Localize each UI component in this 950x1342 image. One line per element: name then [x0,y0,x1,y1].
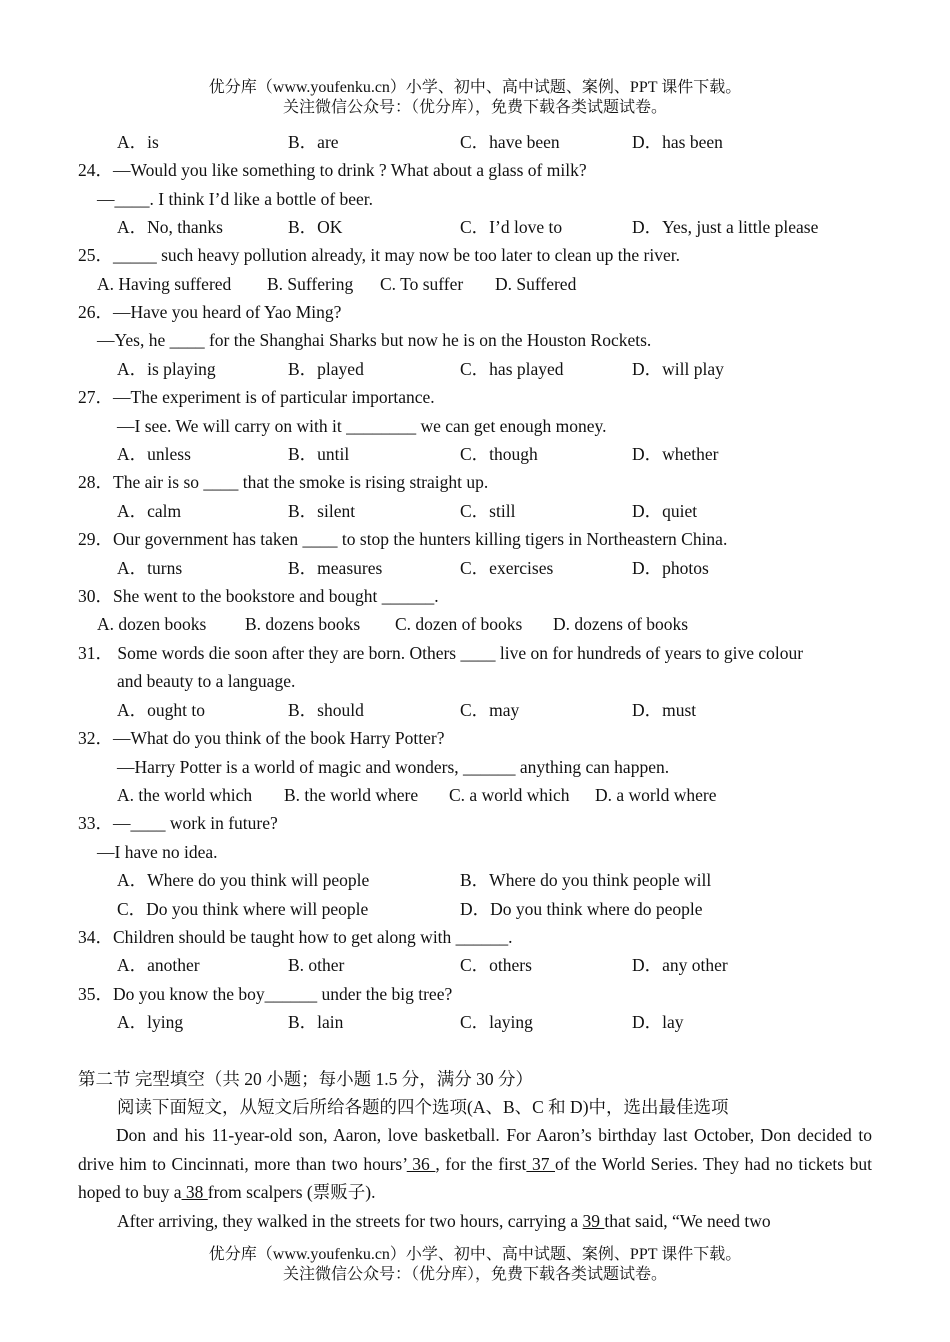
q32-option-a: A. the world which [117,785,253,805]
q31-option-a: A．ought to [117,700,205,720]
q32-stem: 32．—What do you think of the book Harry Potter? [78,728,445,748]
q34-option-a: A．another [117,955,200,975]
q27-option-d: D．whether [632,444,719,464]
q32-option-c: C. a world which [449,785,570,805]
q33-reply: —I have no idea. [97,842,218,862]
q28-option-a: A．calm [117,501,182,521]
q26-option-a: A．is playing [117,359,216,379]
q28-option-b: B．silent [288,501,356,521]
q32-reply: —Harry Potter is a world of magic and wonders, ______ anything can happen. [117,757,670,777]
q27-option-b: B．until [288,444,350,464]
q26-option-b: B．played [288,359,364,379]
cloze-text: from scalpers (票贩子). [207,1182,376,1202]
q30-option-b: B. dozens books [245,614,361,634]
q23-option-a: A．is [117,132,159,152]
q30-option-d: D. dozens of books [553,614,689,634]
q27-option-a: A．unless [117,444,191,464]
q33-option-d: D．Do you think where do people [460,899,703,919]
q33-option-a: A．Where do you think will people [117,870,370,890]
q31-option-b: B．should [288,700,364,720]
section2-instruction: 阅读下面短文，从短文后所给各题的四个选项(A、B、C 和 D)中，选出最佳选项 [117,1097,729,1117]
q26-stem: 26．—Have you heard of Yao Ming? [78,302,342,322]
q29-option-c: C．exercises [460,558,554,578]
q31-option-c: C．may [460,700,520,720]
q25-option-c: C. To suffer [380,274,464,294]
q28-stem: 28．The air is so ____ that the smoke is rising straight up. [78,472,489,492]
q24-option-a: A．No, thanks [117,217,223,237]
q35-stem: 35．Do you know the boy______ under the big tree? [78,984,453,1004]
header-line-1: 优分库（www.youfenku.cn）小学、初中、高中试题、案例、PPT 课件下载。 [208,79,742,96]
q24-option-b: B．OK [288,217,343,237]
q26-option-c: C．has played [460,359,564,379]
q30-option-a: A. dozen books [97,614,207,634]
q24-option-c: C．I’d love to [460,217,563,237]
q33-option-b: B．Where do you think people will [460,870,712,890]
cloze-paragraph-2 [117,1210,771,1232]
section2-title: 第二节 完型填空（共 20 小题；每小题 1.5 分，满分 30 分） [78,1069,533,1089]
q26-option-d: D．will play [632,359,724,379]
q27-option-c: C．though [460,444,538,464]
q27-reply: —I see. We will carry on with it ________ we can get enough money. [117,416,607,436]
q25-option-b: B. Suffering [267,274,354,294]
q31-stem: 31． Some words die soon after they are born. Others ____ live on for hundreds of years to give colour [78,643,804,663]
cloze-text: of the World Series. They had no tickets but hoped to buy a [78,1153,873,1202]
q27-stem: 27．—The experiment is of particular importance. [78,387,435,407]
q31-option-d: D．must [632,700,697,720]
q32-option-d: D. a world where [595,785,717,805]
q25-stem: 25．_____ such heavy pollution already, it may now be too later to clean up the river. [78,245,680,265]
q23-option-c: C．have been [460,132,560,152]
q30-stem: 30．She went to the bookstore and bought ______. [78,586,439,606]
page-header [0,78,950,118]
q24-option-d: D．Yes, just a little please [632,217,819,237]
q29-option-b: B．measures [288,558,383,578]
q34-stem: 34．Children should be taught how to get along with ______. [78,927,513,947]
q25-option-d: D. Suffered [495,274,577,294]
cloze-text: Don and his 11-year-old son, Aaron, love basketball. For Aaron’s birthday last October, Don decided to drive him to Cincinnati, more than two hours’ [78,1125,872,1174]
blank-38: 38 [181,1182,208,1202]
q25-option-a: A. Having suffered [97,274,232,294]
q34-option-c: C．others [460,955,532,975]
q29-option-a: A．turns [117,558,183,578]
q28-option-d: D．quiet [632,501,698,521]
q35-option-b: B．lain [288,1012,344,1032]
header-line-2: 关注微信公众号：（优分库），免费下载各类试题试卷。 [282,99,667,116]
q30-option-c: C. dozen of books [395,614,523,634]
q29-option-d: D．photos [632,558,709,578]
q23-option-d: D．has been [632,132,723,152]
cloze-text: that said, “We need two [604,1211,771,1231]
q23-option-b: B．are [288,132,339,152]
footer-line-1: 优分库（www.youfenku.cn）小学、初中、高中试题、案例、PPT 课件下载。 [208,1246,742,1263]
q28-option-c: C．still [460,501,516,521]
footer-line-2: 关注微信公众号：（优分库），免费下载各类试题试卷。 [282,1266,667,1283]
q29-stem: 29．Our government has taken ____ to stop the hunters killing tigers in Northeastern China. [78,529,728,549]
q35-option-c: C．laying [460,1012,533,1032]
q24-stem: 24．—Would you like something to drink ? What about a glass of milk? [78,160,587,180]
q33-option-c: C．Do you think where will people [117,899,369,919]
page-footer [0,1245,950,1285]
blank-39: 39 [582,1211,605,1231]
q32-option-b: B. the world where [284,785,419,805]
q35-option-a: A．lying [117,1012,184,1032]
cloze-text: , for the first [435,1153,527,1174]
blank-36: 36 [406,1153,436,1174]
q34-option-b: B. other [288,955,345,975]
blank-37: 37 [526,1153,556,1174]
cloze-text: After arriving, they walked in the streets for two hours, carrying a [117,1211,579,1231]
q34-option-d: D．any other [632,955,728,975]
q33-stem: 33．—____ work in future? [78,813,278,833]
cloze-paragraph-1 [78,1121,872,1207]
q31-stem-continued: and beauty to a language. [117,671,296,691]
q24-reply: —____. I think I’d like a bottle of beer. [97,189,374,209]
q26-reply: —Yes, he ____ for the Shanghai Sharks but now he is on the Houston Rockets. [97,330,652,350]
q35-option-d: D．lay [632,1012,684,1032]
